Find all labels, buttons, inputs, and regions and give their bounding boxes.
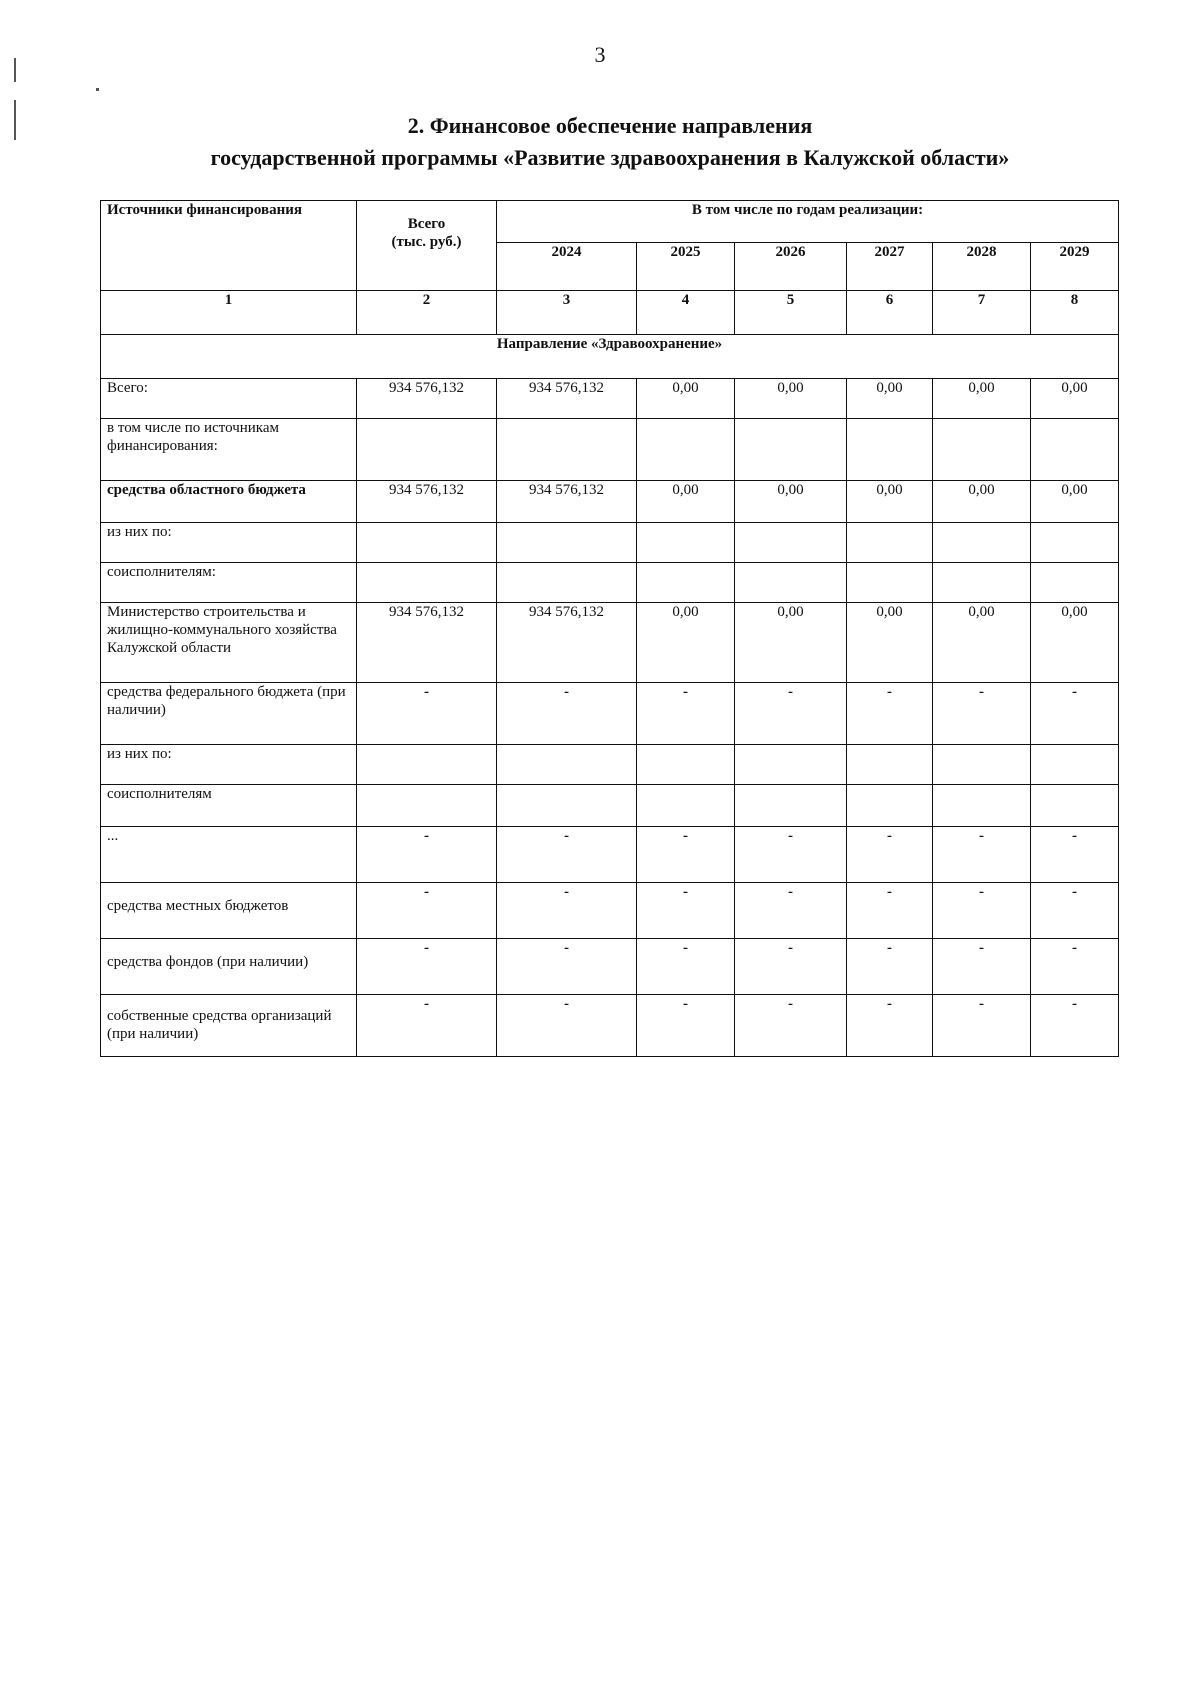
cell-value: -	[933, 883, 1031, 939]
cell-value: -	[357, 683, 497, 745]
row-label: средства фондов (при наличии)	[101, 939, 357, 995]
cell-value	[735, 563, 847, 603]
row-label: в том числе по источникам финансирования:	[101, 419, 357, 481]
cell-value: 0,00	[1031, 603, 1119, 683]
header-year: 2028	[933, 243, 1031, 291]
cell-value: -	[357, 995, 497, 1057]
document-title	[100, 110, 1120, 174]
cell-value: -	[497, 995, 637, 1057]
cell-value	[637, 563, 735, 603]
cell-value: 0,00	[735, 603, 847, 683]
row-label: средства местных бюджетов	[101, 883, 357, 939]
cell-value: 0,00	[933, 481, 1031, 523]
cell-value: -	[847, 827, 933, 883]
table-row	[101, 827, 1119, 883]
cell-value	[497, 563, 637, 603]
header-total-label: Всего	[407, 216, 446, 232]
cell-value	[933, 785, 1031, 827]
header-year: 2029	[1031, 243, 1119, 291]
table-row	[101, 523, 1119, 563]
cell-value: 0,00	[933, 379, 1031, 419]
table-row	[101, 683, 1119, 745]
header-total-unit: (тыс. руб.)	[391, 234, 462, 250]
cell-value: -	[847, 939, 933, 995]
header-row-1	[101, 201, 1119, 243]
cell-value: 934 576,132	[357, 481, 497, 523]
header-year: 2027	[847, 243, 933, 291]
header-year: 2024	[497, 243, 637, 291]
table-row	[101, 939, 1119, 995]
cell-value: -	[497, 827, 637, 883]
column-number: 5	[735, 291, 847, 335]
header-total	[357, 201, 497, 291]
cell-value: 0,00	[1031, 379, 1119, 419]
row-label: собственные средства организаций (при наличии)	[101, 995, 357, 1057]
cell-value: -	[735, 883, 847, 939]
cell-value: -	[637, 939, 735, 995]
cell-value	[497, 785, 637, 827]
cell-value	[1031, 563, 1119, 603]
cell-value	[357, 745, 497, 785]
cell-value: -	[1031, 827, 1119, 883]
cell-value: -	[357, 939, 497, 995]
cell-value: -	[933, 995, 1031, 1057]
cell-value: -	[1031, 995, 1119, 1057]
cell-value	[357, 419, 497, 481]
cell-value	[637, 785, 735, 827]
cell-value: -	[933, 939, 1031, 995]
table-row	[101, 481, 1119, 523]
cell-value	[1031, 419, 1119, 481]
row-label: ...	[101, 827, 357, 883]
cell-value	[847, 785, 933, 827]
cell-value: -	[735, 683, 847, 745]
scan-margin-mark	[14, 58, 16, 82]
title-line-2: государственной программы «Развитие здравоохранения в Калужской области»	[210, 145, 1010, 170]
cell-value	[637, 523, 735, 563]
table-row	[101, 785, 1119, 827]
cell-value: -	[1031, 883, 1119, 939]
cell-value	[847, 563, 933, 603]
cell-value	[497, 419, 637, 481]
section-row	[101, 335, 1119, 379]
row-label: средства федерального бюджета (при наличии)	[101, 683, 357, 745]
cell-value	[735, 419, 847, 481]
cell-value	[1031, 785, 1119, 827]
cell-value: -	[637, 827, 735, 883]
section-title: Направление «Здравоохранение»	[101, 335, 1119, 379]
cell-value: 934 576,132	[357, 379, 497, 419]
header-year: 2026	[735, 243, 847, 291]
cell-value: 934 576,132	[497, 379, 637, 419]
row-label: Всего:	[101, 379, 357, 419]
cell-value	[933, 745, 1031, 785]
cell-value: -	[637, 995, 735, 1057]
cell-value: -	[497, 883, 637, 939]
cell-value: -	[637, 683, 735, 745]
table-row	[101, 603, 1119, 683]
cell-value	[847, 523, 933, 563]
cell-value: -	[1031, 683, 1119, 745]
cell-value: 0,00	[735, 481, 847, 523]
table-row	[101, 563, 1119, 603]
cell-value: 0,00	[933, 603, 1031, 683]
cell-value	[357, 523, 497, 563]
cell-value	[735, 523, 847, 563]
cell-value: 934 576,132	[497, 603, 637, 683]
column-number: 3	[497, 291, 637, 335]
cell-value: -	[847, 883, 933, 939]
cell-value	[357, 785, 497, 827]
column-number: 2	[357, 291, 497, 335]
cell-value	[1031, 745, 1119, 785]
cell-value: 0,00	[637, 481, 735, 523]
cell-value: -	[1031, 939, 1119, 995]
column-number: 7	[933, 291, 1031, 335]
cell-value	[847, 745, 933, 785]
cell-value: -	[933, 683, 1031, 745]
row-label: из них по:	[101, 745, 357, 785]
cell-value: -	[497, 939, 637, 995]
table-row	[101, 883, 1119, 939]
column-number: 8	[1031, 291, 1119, 335]
scan-dot	[96, 88, 99, 91]
header-by-years: В том числе по годам реализации:	[497, 201, 1119, 243]
cell-value: -	[847, 995, 933, 1057]
cell-value	[497, 745, 637, 785]
table-row	[101, 995, 1119, 1057]
cell-value	[847, 419, 933, 481]
cell-value: 0,00	[1031, 481, 1119, 523]
cell-value: -	[735, 827, 847, 883]
cell-value	[933, 419, 1031, 481]
row-label: соисполнителям	[101, 785, 357, 827]
header-sources: Источники финансирования	[101, 201, 357, 291]
scan-margin-mark	[14, 100, 16, 140]
cell-value: 0,00	[847, 603, 933, 683]
column-number: 4	[637, 291, 735, 335]
cell-value	[637, 419, 735, 481]
cell-value: -	[735, 939, 847, 995]
header-year: 2025	[637, 243, 735, 291]
table-row	[101, 745, 1119, 785]
cell-value: -	[847, 683, 933, 745]
cell-value: -	[357, 883, 497, 939]
cell-value	[933, 563, 1031, 603]
cell-value: -	[735, 995, 847, 1057]
cell-value: 0,00	[637, 379, 735, 419]
row-label: средства областного бюджета	[101, 481, 357, 523]
cell-value: 0,00	[847, 481, 933, 523]
cell-value: 934 576,132	[357, 603, 497, 683]
cell-value	[1031, 523, 1119, 563]
cell-value	[357, 563, 497, 603]
column-number: 1	[101, 291, 357, 335]
cell-value	[735, 785, 847, 827]
cell-value: -	[357, 827, 497, 883]
row-label: из них по:	[101, 523, 357, 563]
cell-value	[735, 745, 847, 785]
cell-value: -	[933, 827, 1031, 883]
row-label: Министерство строительства и жилищно-коммунального хозяйства Калужской области	[101, 603, 357, 683]
cell-value	[933, 523, 1031, 563]
column-number: 6	[847, 291, 933, 335]
cell-value: 934 576,132	[497, 481, 637, 523]
cell-value: -	[637, 883, 735, 939]
financing-table	[100, 200, 1119, 1057]
title-line-1: 2. Финансовое обеспечение направления	[407, 113, 813, 138]
cell-value: 0,00	[847, 379, 933, 419]
column-number-row	[101, 291, 1119, 335]
page-number: 3	[594, 42, 606, 67]
cell-value: 0,00	[735, 379, 847, 419]
cell-value: -	[497, 683, 637, 745]
cell-value: 0,00	[637, 603, 735, 683]
cell-value	[637, 745, 735, 785]
table-row	[101, 419, 1119, 481]
table-row	[101, 379, 1119, 419]
row-label: соисполнителям:	[101, 563, 357, 603]
cell-value	[497, 523, 637, 563]
